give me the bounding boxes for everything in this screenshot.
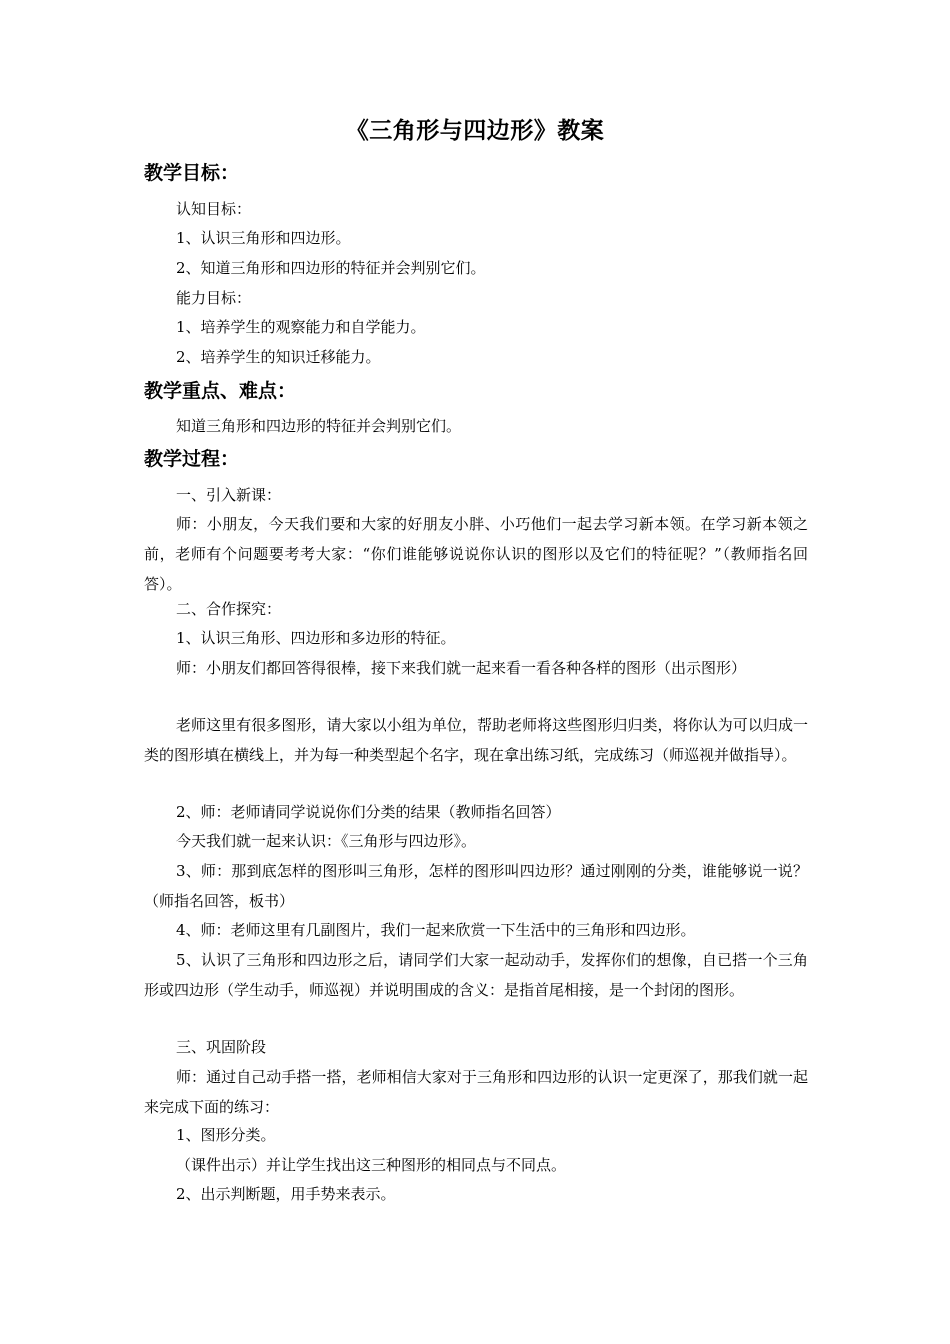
process-paragraph: 2、师：老师请同学说说你们分类的结果（教师指名回答） <box>176 803 561 821</box>
objectives-line: 能力目标： <box>176 289 252 307</box>
process-paragraph: 4、师：老师这里有几副图片，我们一起来欣赏一下生活中的三角形和四边形。 <box>176 921 696 939</box>
keypoints-line: 知道三角形和四边形的特征并会判别它们。 <box>176 417 462 435</box>
process-heading: 教学过程： <box>144 448 240 470</box>
objectives-heading: 教学目标： <box>144 162 240 184</box>
keypoints-heading: 教学重点、难点： <box>144 380 297 402</box>
process-paragraph: 老师这里有很多图形，请大家以小组为单位，帮助老师将这些图形归归类，将你认为可以归成一类的图形填在横线上，并为每一种类型起个名字，现在拿出练习纸，完成练习（师巡视并做指导）。 <box>144 716 808 764</box>
process-paragraph: 三、巩固阶段 <box>176 1038 267 1056</box>
process-paragraph: （课件出示）并让学生找出这三种图形的相同点与不同点。 <box>176 1156 567 1174</box>
process-paragraph: 师：小朋友们都回答得很棒，接下来我们就一起来看一看各种各样的图形（出示图形） <box>176 659 747 677</box>
process-paragraph: 今天我们就一起来认识：《三角形与四边形》。 <box>176 832 477 850</box>
process-paragraph: 师：小朋友，今天我们要和大家的好朋友小胖、小巧他们一起去学习新本领。在学习新本领之前，老师有个问题要考考大家：“你们谁能够说说你认识的图形以及它们的特征呢？”（教师指名回答）。 <box>144 515 808 593</box>
objectives-line: 认知目标： <box>176 200 252 218</box>
objectives-line: 2、知道三角形和四边形的特征并会判别它们。 <box>176 259 486 277</box>
process-paragraph: 3、师：那到底怎样的图形叫三角形，怎样的图形叫四边形？通过刚刚的分类，谁能够说一说？（师指名回答，板书） <box>144 862 808 910</box>
process-paragraph: 5、认识了三角形和四边形之后，请同学们大家一起动动手，发挥你们的想像，自已搭一个三角形或四边形（学生动手，师巡视）并说明围成的含义：是指首尾相接，是一个封闭的图形。 <box>144 951 808 999</box>
process-paragraph: 1、图形分类。 <box>176 1126 276 1144</box>
process-paragraph: 1、认识三角形、四边形和多边形的特征。 <box>176 629 456 647</box>
process-paragraph: 二、合作探究： <box>176 600 282 618</box>
document-title: 《三角形与四边形》教案 <box>345 117 605 144</box>
process-paragraph: 2、出示判断题，用手势来表示。 <box>176 1185 396 1203</box>
objectives-line: 1、培养学生的观察能力和自学能力。 <box>176 318 426 336</box>
process-paragraph: 一、引入新课： <box>176 486 282 504</box>
process-paragraph: 师：通过自己动手搭一搭，老师相信大家对于三角形和四边形的认识一定更深了，那我们就一起来完成下面的练习： <box>144 1068 808 1116</box>
objectives-line: 2、培养学生的知识迁移能力。 <box>176 348 381 366</box>
objectives-line: 1、认识三角形和四边形。 <box>176 229 351 247</box>
